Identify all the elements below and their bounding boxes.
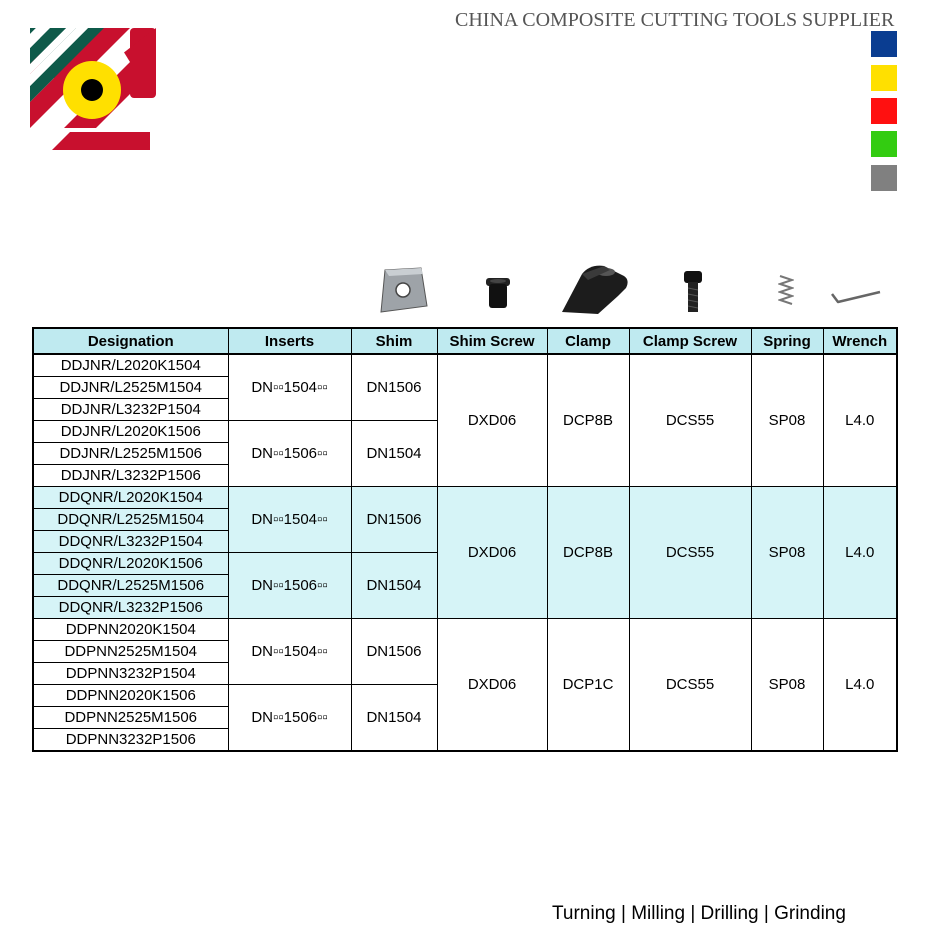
designation-cell: DDJNR/L2020K1506 [33,421,228,443]
shim-cell: DN1506 [351,619,437,685]
shim-cell: DN1504 [351,685,437,752]
shim-screw-cell: DXD06 [437,354,547,487]
header-inserts: Inserts [228,328,351,354]
wrench-cell: L4.0 [823,619,897,752]
inserts-cell: DN▫▫1504▫▫ [228,487,351,553]
designation-cell: DDJNR/L3232P1504 [33,399,228,421]
spring-cell: SP08 [751,487,823,619]
clamp-screw-cell: DCS55 [629,619,751,752]
company-logo-icon [30,28,156,154]
supplier-tagline: CHINA COMPOSITE CUTTING TOOLS SUPPLIER [455,9,895,31]
clamp-screw-cell: DCS55 [629,487,751,619]
clamp-icon [558,262,632,318]
designation-cell: DDQNR/L3232P1504 [33,531,228,553]
swatch-gray [871,165,897,191]
clamp-cell: DCP8B [547,354,629,487]
footer-services: Turning | Milling | Drilling | Grinding [552,903,846,924]
designation-cell: DDJNR/L2525M1504 [33,377,228,399]
shim-cell: DN1504 [351,553,437,619]
swatch-red [871,98,897,124]
designation-cell: DDPNN3232P1504 [33,663,228,685]
clamp-screw-icon [683,270,703,314]
header-wrench: Wrench [823,328,897,354]
wrench-icon [830,286,882,306]
spring-icon [778,274,794,308]
inserts-cell: DN▫▫1506▫▫ [228,421,351,487]
parts-illustration-row [0,262,930,322]
shim-screw-cell: DXD06 [437,619,547,752]
swatch-blue [871,31,897,57]
spring-cell: SP08 [751,619,823,752]
header-clamp-screw: Clamp Screw [629,328,751,354]
table-row [33,487,897,509]
header-shim-screw: Shim Screw [437,328,547,354]
header-shim: Shim [351,328,437,354]
designation-cell: DDQNR/L3232P1506 [33,597,228,619]
wrench-cell: L4.0 [823,354,897,487]
shim-screw-cell: DXD06 [437,487,547,619]
shim-cell: DN1506 [351,487,437,553]
designation-cell: DDPNN2525M1504 [33,641,228,663]
designation-cell: DDJNR/L2525M1506 [33,443,228,465]
shim-cell: DN1506 [351,354,437,421]
designation-cell: DDQNR/L2525M1504 [33,509,228,531]
shim-cell: DN1504 [351,421,437,487]
inserts-cell: DN▫▫1504▫▫ [228,619,351,685]
designation-cell: DDQNR/L2020K1504 [33,487,228,509]
designation-cell: DDJNR/L3232P1506 [33,465,228,487]
designation-cell: DDPNN2020K1506 [33,685,228,707]
swatch-green [871,131,897,157]
shim-icon [484,276,512,310]
swatch-yellow [871,65,897,91]
inserts-cell: DN▫▫1506▫▫ [228,685,351,752]
insert-icon [377,266,429,314]
designation-cell: DDPNN2020K1504 [33,619,228,641]
wrench-cell: L4.0 [823,487,897,619]
table-row [33,619,897,641]
clamp-screw-cell: DCS55 [629,354,751,487]
table-row [33,354,897,377]
table-header-row [33,328,897,354]
designation-cell: DDQNR/L2525M1506 [33,575,228,597]
inserts-cell: DN▫▫1504▫▫ [228,354,351,421]
header-clamp: Clamp [547,328,629,354]
header-designation: Designation [33,328,228,354]
designation-cell: DDQNR/L2020K1506 [33,553,228,575]
designation-cell: DDJNR/L2020K1504 [33,354,228,377]
spring-cell: SP08 [751,354,823,487]
header-spring: Spring [751,328,823,354]
designation-cell: DDPNN2525M1506 [33,707,228,729]
clamp-cell: DCP1C [547,619,629,752]
specification-table [32,327,898,752]
clamp-cell: DCP8B [547,487,629,619]
designation-cell: DDPNN3232P1506 [33,729,228,752]
inserts-cell: DN▫▫1506▫▫ [228,553,351,619]
